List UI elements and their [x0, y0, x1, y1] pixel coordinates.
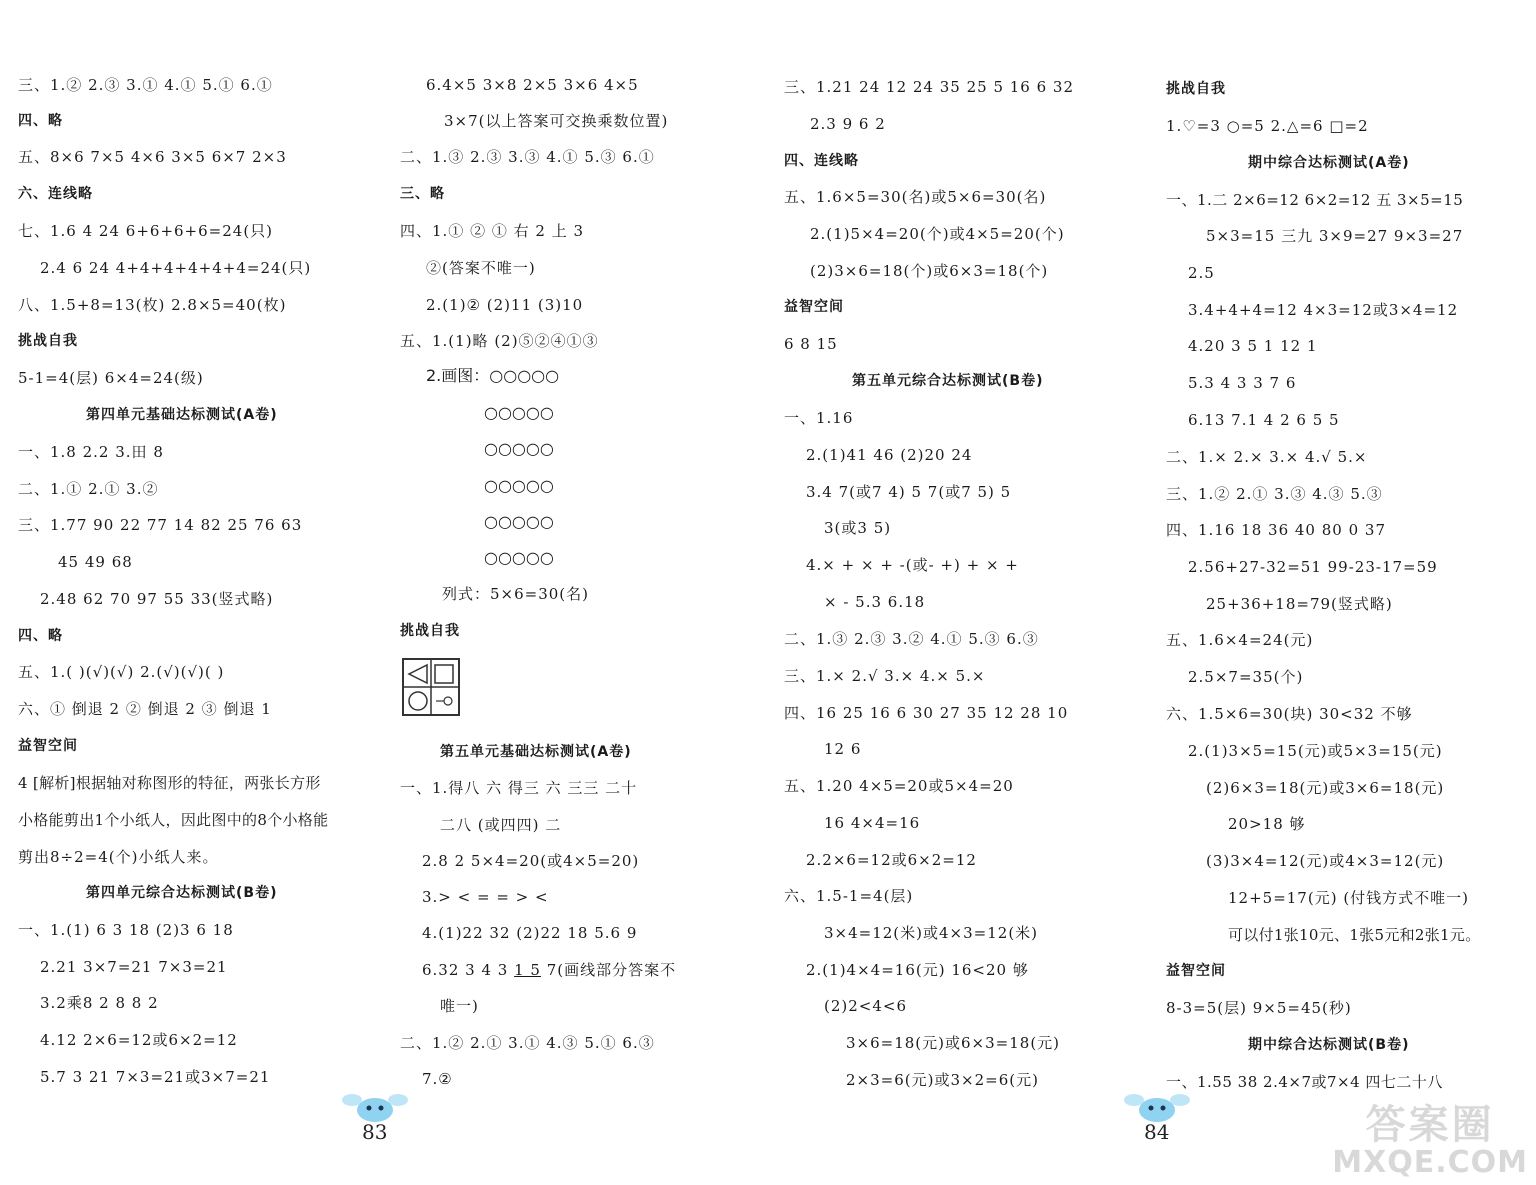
answer-line: 五、1.20 4×5=20或5×4=20 — [784, 777, 1014, 795]
answer-line: 五、1.(1)略 (2)⑤②④①③ — [400, 332, 599, 350]
answer-line: 4.× + × + -(或- +) + × + — [806, 556, 1019, 574]
answer-line: 唯一) — [440, 997, 479, 1015]
answer-line: 一、1.55 38 2.4×7或7×4 四七二十八 — [1166, 1073, 1443, 1091]
answer-line: 五、8×6 7×5 4×6 3×5 6×7 2×3 — [18, 148, 287, 166]
answer-line: 6.13 7.1 4 2 6 5 5 — [1188, 411, 1340, 429]
answer-line: 6 8 15 — [784, 335, 838, 353]
answer-line: 5.3 4 3 3 7 6 — [1188, 374, 1297, 392]
answer-line: 2.4 6 24 4+4+4+4+4+4=24(只) — [40, 259, 312, 277]
answer-line: 25+36+18=79(竖式略) — [1206, 595, 1393, 613]
circle-drawing-row: ○○○○○ — [484, 512, 554, 531]
underlined-part: 1 5 — [514, 961, 541, 979]
answer-line: 三、1.② 2.③ 3.① 4.① 5.① 6.① — [18, 76, 273, 94]
answer-line: 2.(1)② (2)11 (3)10 — [426, 296, 584, 314]
answer-line: 2.3 9 6 2 — [810, 115, 886, 133]
answer-line: 二、1.③ 2.③ 3.② 4.① 5.③ 6.③ — [784, 630, 1039, 648]
answer-line: 2.(1)41 46 (2)20 24 — [806, 446, 973, 464]
circle-drawing-row: ○○○○○ — [484, 476, 554, 495]
test-title: 第五单元基础达标测试(A卷) — [440, 744, 632, 760]
circle-drawing-row: ○○○○○ — [484, 403, 554, 422]
answer-line: 3.4+4+4=12 4×3=12或3×4=12 — [1188, 301, 1459, 319]
answer-line: 六、1.5×6=30(块) 30<32 不够 — [1166, 705, 1413, 723]
answer-line: 三、1.21 24 12 24 35 25 5 16 6 32 — [784, 78, 1075, 96]
answer-line: 三、1.77 90 22 77 14 82 25 76 63 — [18, 516, 303, 534]
answer-line: 列式：5×6=30(名) — [442, 585, 590, 603]
answer-line: 2×3=6(元)或3×2=6(元) — [846, 1071, 1039, 1089]
section-heading: 挑战自我 — [1166, 81, 1226, 97]
answer-line: 3(或3 5) — [824, 519, 892, 537]
answer-line: (2)2<4<6 — [824, 997, 908, 1015]
answer-line: 六、① 倒退 2 ② 倒退 2 ③ 倒退 1 — [18, 700, 272, 718]
test-title: 期中综合达标测试(A卷) — [1248, 155, 1410, 171]
answer-line: 五、1.( )(√)(√) 2.(√)(√)( ) — [18, 663, 225, 681]
answer-line: 5×3=15 三九 3×9=27 9×3=27 — [1206, 227, 1464, 245]
answer-line: 2.56+27-32=51 99-23-17=59 — [1188, 558, 1438, 576]
answer-line: 一、1.得八 六 得三 六 三三 二十 — [400, 779, 638, 797]
section-heading: 三、略 — [400, 186, 445, 202]
circle-drawing-row: 2.画图：○○○○○ — [426, 366, 560, 385]
answer-line: 12 6 — [824, 740, 862, 758]
answer-line: 二八 (或四四) 二 — [440, 816, 562, 834]
answer-line: (2)3×6=18(个)或6×3=18(个) — [810, 262, 1049, 280]
answer-line: 3×6=18(元)或6×3=18(元) — [846, 1034, 1061, 1052]
section-heading: 六、连线略 — [18, 186, 93, 202]
answer-text: 6.32 3 4 3 — [422, 961, 515, 979]
shapes-grid-icon — [404, 660, 458, 714]
answer-line: 2.48 62 70 97 55 33(竖式略) — [40, 590, 274, 608]
answer-line: 四、1.① ② ① 右 2 上 3 — [400, 222, 585, 240]
answer-line: 5-1=4(层) 6×4=24(级) — [18, 369, 204, 387]
answer-line: 7.② — [422, 1070, 453, 1088]
answer-line: (2)6×3=18(元)或3×6=18(元) — [1206, 779, 1445, 797]
answer-line: 1.♡=3 ○=5 2.△=6 □=2 — [1166, 117, 1369, 135]
answer-line: 3.2乘8 2 8 8 2 — [40, 994, 159, 1012]
answer-line: 4 [解析]根据轴对称图形的特征，两张长方形 — [18, 774, 321, 792]
answer-line: 20>18 够 — [1228, 815, 1306, 833]
circle-drawing-row: ○○○○○ — [484, 439, 554, 458]
answer-line: 三、1.× 2.√ 3.× 4.× 5.× — [784, 667, 986, 685]
answer-line: 八、1.5+8=13(枚) 2.8×5=40(枚) — [18, 296, 287, 314]
answer-line: 五、1.6×4=24(元) — [1166, 631, 1314, 649]
watermark — [1332, 1103, 1528, 1179]
answer-line: 剪出8÷2=4(个)小纸人来。 — [18, 848, 219, 866]
answer-line: 4.12 2×6=12或6×2=12 — [40, 1031, 238, 1049]
test-title: 第四单元综合达标测试(B卷) — [86, 885, 278, 901]
watermark-url: MXQE.COM — [1332, 1145, 1528, 1180]
section-heading: 益智空间 — [1166, 963, 1226, 979]
watermark-logo-text: 答案圈 — [1365, 1102, 1495, 1148]
answer-line: 12+5=17(元) (付钱方式不唯一) — [1228, 889, 1470, 907]
section-heading: 四、连线略 — [784, 153, 859, 169]
section-heading: 四、略 — [18, 628, 63, 644]
page-number-left: 83 — [362, 1120, 388, 1144]
answer-line: 2.5×7=35(个) — [1188, 668, 1304, 686]
answer-line: 2.(1)3×5=15(元)或5×3=15(元) — [1188, 742, 1443, 760]
answer-line: 4.(1)22 32 (2)22 18 5.6 9 — [422, 924, 638, 942]
section-heading: 四、略 — [18, 113, 63, 129]
test-title: 第五单元综合达标测试(B卷) — [852, 373, 1044, 389]
answer-text: 7(画线部分答案不 — [540, 961, 677, 979]
section-heading: 益智空间 — [18, 738, 78, 754]
answer-line: 3×4=12(米)或4×3=12(米) — [824, 924, 1039, 942]
answer-line: × - 5.3 6.18 — [824, 593, 926, 611]
answer-line: 二、1.② 2.① 3.① 4.③ 5.① 6.③ — [400, 1034, 655, 1052]
answer-line: 七、1.6 4 24 6+6+6+6=24(只) — [18, 222, 274, 240]
section-heading: 益智空间 — [784, 299, 844, 315]
answer-line: 6.4×5 3×8 2×5 3×6 4×5 — [426, 76, 639, 94]
answer-line: 一、1.(1) 6 3 18 (2)3 6 18 — [18, 921, 234, 939]
answer-line: 2.21 3×7=21 7×3=21 — [40, 958, 228, 976]
answer-line: 五、1.6×5=30(名)或5×6=30(名) — [784, 188, 1047, 206]
answer-line: 一、1.8 2.2 3.田 8 — [18, 443, 164, 461]
answer-line-underlined — [422, 960, 676, 980]
answer-line: 2.8 2 5×4=20(或4×5=20) — [422, 852, 640, 870]
answer-line: 2.5 — [1188, 264, 1215, 282]
answer-line: 六、1.5-1=4(层) — [784, 887, 914, 905]
circle-drawing-row: ○○○○○ — [484, 548, 554, 567]
answer-line: 二、1.③ 2.③ 3.③ 4.① 5.③ 6.① — [400, 148, 655, 166]
answer-line: 3.4 7(或7 4) 5 7(或7 5) 5 — [806, 483, 1012, 501]
answer-line: 3.> < = = > < — [422, 888, 549, 906]
test-title: 期中综合达标测试(B卷) — [1248, 1037, 1410, 1053]
answer-line: 8-3=5(层) 9×5=45(秒) — [1166, 999, 1352, 1017]
answer-line: 16 4×4=16 — [824, 814, 921, 832]
answer-line: 一、1.16 — [784, 409, 854, 427]
answer-line: 5.7 3 21 7×3=21或3×7=21 — [40, 1068, 271, 1086]
page-number-right: 84 — [1144, 1120, 1170, 1144]
answer-line: 3×7(以上答案可交换乘数位置) — [444, 112, 669, 130]
answer-line: 四、16 25 16 6 30 27 35 12 28 10 — [784, 704, 1069, 722]
answer-line: 二、1.① 2.① 3.② — [18, 480, 159, 498]
answer-line: 小格能剪出1个小纸人，因此图中的8个小格能 — [18, 811, 329, 829]
answer-line: 一、1.二 2×6=12 6×2=12 五 3×5=15 — [1166, 191, 1464, 209]
section-heading: 挑战自我 — [18, 333, 78, 349]
answer-line: (3)3×4=12(元)或4×3=12(元) — [1206, 852, 1445, 870]
answer-line: 2.(1)5×4=20(个)或4×5=20(个) — [810, 225, 1065, 243]
test-title: 第四单元基础达标测试(A卷) — [86, 407, 278, 423]
answer-line: 三、1.② 2.① 3.③ 4.③ 5.③ — [1166, 485, 1383, 503]
section-heading: 挑战自我 — [400, 623, 460, 639]
answer-line: 可以付1张10元、1张5元和2张1元。 — [1228, 926, 1481, 944]
shape-answer-grid — [402, 658, 460, 716]
answer-line: 2.2×6=12或6×2=12 — [806, 851, 977, 869]
answer-line: 二、1.× 2.× 3.× 4.√ 5.× — [1166, 448, 1368, 466]
answer-line: 45 49 68 — [58, 553, 133, 571]
answer-line: ②(答案不唯一) — [426, 259, 536, 277]
answer-line: 4.20 3 5 1 12 1 — [1188, 337, 1318, 355]
answer-line: 四、1.16 18 36 40 80 0 37 — [1166, 521, 1386, 539]
answer-line: 2.(1)4×4=16(元) 16<20 够 — [806, 961, 1029, 979]
